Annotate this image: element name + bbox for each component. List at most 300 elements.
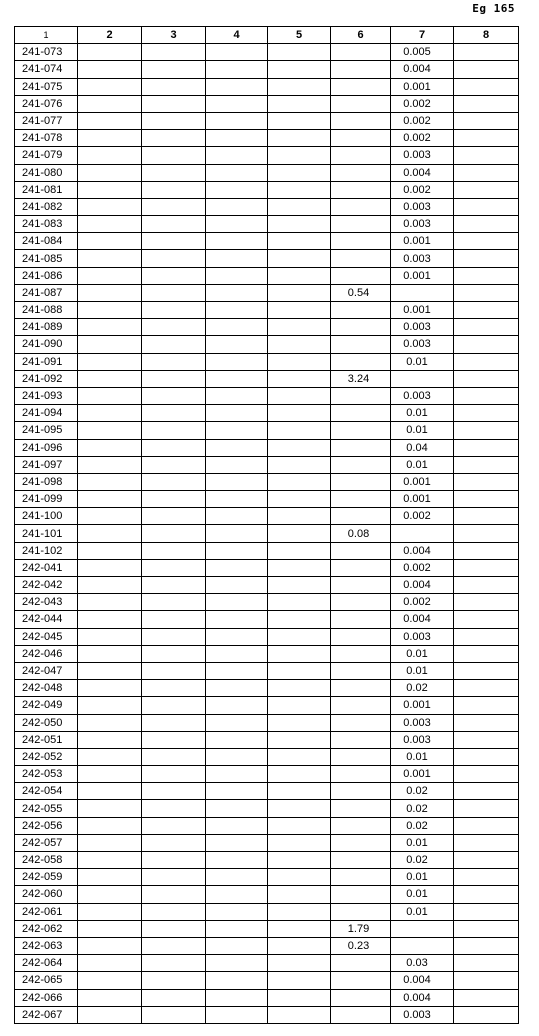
sample-id-cell: 242-060	[15, 886, 78, 903]
col3-cell	[142, 456, 206, 473]
col2-cell	[78, 181, 142, 198]
sample-id-cell: 241-084	[15, 233, 78, 250]
col5-cell	[268, 44, 331, 61]
col3-cell	[142, 387, 206, 404]
col5-cell	[268, 800, 331, 817]
table-row	[15, 336, 519, 353]
col8-cell	[454, 422, 519, 439]
table-row	[15, 577, 519, 594]
col2-cell	[78, 319, 142, 336]
table-row	[15, 130, 519, 147]
sample-id-cell: 241-098	[15, 473, 78, 490]
col8-cell	[454, 491, 519, 508]
col6-value-cell	[331, 594, 391, 611]
col6-value-cell	[331, 989, 391, 1006]
col2-cell	[78, 697, 142, 714]
col7-value-cell: 0.01	[391, 662, 454, 679]
col7-value-cell: 0.001	[391, 473, 454, 490]
sample-id-cell: 241-085	[15, 250, 78, 267]
column-header-3: 3	[142, 27, 206, 44]
col4-cell	[206, 250, 268, 267]
col8-cell	[454, 233, 519, 250]
table-row	[15, 869, 519, 886]
col6-value-cell	[331, 680, 391, 697]
col7-value-cell: 0.02	[391, 783, 454, 800]
col4-cell	[206, 937, 268, 954]
table-row	[15, 903, 519, 920]
col5-cell	[268, 164, 331, 181]
col3-cell	[142, 473, 206, 490]
col3-cell	[142, 302, 206, 319]
col2-cell	[78, 852, 142, 869]
col6-value-cell	[331, 216, 391, 233]
sample-id-cell: 242-056	[15, 817, 78, 834]
col2-cell	[78, 353, 142, 370]
col5-cell	[268, 508, 331, 525]
col8-cell	[454, 783, 519, 800]
col2-cell	[78, 748, 142, 765]
table-row	[15, 766, 519, 783]
col3-cell	[142, 886, 206, 903]
col5-cell	[268, 989, 331, 1006]
col3-cell	[142, 336, 206, 353]
col7-value-cell: 0.02	[391, 800, 454, 817]
col4-cell	[206, 834, 268, 851]
col4-cell	[206, 353, 268, 370]
col3-cell	[142, 645, 206, 662]
col4-cell	[206, 112, 268, 129]
col8-cell	[454, 594, 519, 611]
col8-cell	[454, 869, 519, 886]
col8-cell	[454, 387, 519, 404]
table-row	[15, 628, 519, 645]
col2-cell	[78, 594, 142, 611]
col5-cell	[268, 1006, 331, 1023]
sample-id-cell: 241-078	[15, 130, 78, 147]
col2-cell	[78, 508, 142, 525]
sample-id-cell: 242-043	[15, 594, 78, 611]
col7-value-cell: 0.002	[391, 559, 454, 576]
col3-cell	[142, 284, 206, 301]
data-table	[14, 26, 519, 1024]
col2-cell	[78, 387, 142, 404]
col6-value-cell	[331, 147, 391, 164]
col3-cell	[142, 680, 206, 697]
col2-cell	[78, 766, 142, 783]
table-row	[15, 181, 519, 198]
col2-cell	[78, 422, 142, 439]
col7-value-cell: 0.002	[391, 112, 454, 129]
sample-id-cell: 241-090	[15, 336, 78, 353]
col2-cell	[78, 680, 142, 697]
col5-cell	[268, 662, 331, 679]
col5-cell	[268, 714, 331, 731]
col3-cell	[142, 662, 206, 679]
col4-cell	[206, 766, 268, 783]
col2-cell	[78, 542, 142, 559]
table-row	[15, 972, 519, 989]
col2-cell	[78, 284, 142, 301]
col2-cell	[78, 95, 142, 112]
col5-cell	[268, 319, 331, 336]
col2-cell	[78, 267, 142, 284]
col2-cell	[78, 869, 142, 886]
col4-cell	[206, 164, 268, 181]
col4-cell	[206, 697, 268, 714]
col6-value-cell	[331, 886, 391, 903]
col8-cell	[454, 302, 519, 319]
table-row	[15, 697, 519, 714]
col4-cell	[206, 748, 268, 765]
col3-cell	[142, 594, 206, 611]
table-row	[15, 955, 519, 972]
col4-cell	[206, 387, 268, 404]
col3-cell	[142, 353, 206, 370]
sample-id-cell: 242-055	[15, 800, 78, 817]
col3-cell	[142, 628, 206, 645]
col2-cell	[78, 920, 142, 937]
col8-cell	[454, 44, 519, 61]
col2-cell	[78, 78, 142, 95]
col5-cell	[268, 766, 331, 783]
sample-id-cell: 241-099	[15, 491, 78, 508]
col8-cell	[454, 714, 519, 731]
col4-cell	[206, 61, 268, 78]
sample-id-cell: 242-065	[15, 972, 78, 989]
sample-id-cell: 241-096	[15, 439, 78, 456]
table-row	[15, 198, 519, 215]
col6-value-cell	[331, 78, 391, 95]
table-row	[15, 216, 519, 233]
sample-id-cell: 242-062	[15, 920, 78, 937]
col7-value-cell: 0.004	[391, 577, 454, 594]
col5-cell	[268, 250, 331, 267]
col6-value-cell	[331, 1006, 391, 1023]
col4-cell	[206, 714, 268, 731]
col7-value-cell: 0.005	[391, 44, 454, 61]
table-row	[15, 233, 519, 250]
col8-cell	[454, 972, 519, 989]
col8-cell	[454, 662, 519, 679]
col7-value-cell: 0.003	[391, 387, 454, 404]
sample-id-cell: 241-077	[15, 112, 78, 129]
col4-cell	[206, 662, 268, 679]
col4-cell	[206, 525, 268, 542]
col8-cell	[454, 645, 519, 662]
col6-value-cell	[331, 233, 391, 250]
col5-cell	[268, 817, 331, 834]
col5-cell	[268, 577, 331, 594]
col7-value-cell: 0.01	[391, 353, 454, 370]
col8-cell	[454, 628, 519, 645]
col2-cell	[78, 577, 142, 594]
sample-id-cell: 241-093	[15, 387, 78, 404]
col6-value-cell	[331, 903, 391, 920]
col8-cell	[454, 61, 519, 78]
col8-cell	[454, 559, 519, 576]
col4-cell	[206, 302, 268, 319]
col3-cell	[142, 542, 206, 559]
col4-cell	[206, 680, 268, 697]
col6-value-cell	[331, 542, 391, 559]
table-row	[15, 370, 519, 387]
col5-cell	[268, 955, 331, 972]
col4-cell	[206, 1006, 268, 1023]
table-row	[15, 645, 519, 662]
col8-cell	[454, 95, 519, 112]
table-row	[15, 61, 519, 78]
col3-cell	[142, 198, 206, 215]
col5-cell	[268, 95, 331, 112]
col7-value-cell: 0.003	[391, 731, 454, 748]
sample-id-cell: 242-052	[15, 748, 78, 765]
col8-cell	[454, 577, 519, 594]
table-row	[15, 886, 519, 903]
col7-value-cell: 0.04	[391, 439, 454, 456]
col2-cell	[78, 439, 142, 456]
col3-cell	[142, 903, 206, 920]
col6-value-cell	[331, 164, 391, 181]
col4-cell	[206, 284, 268, 301]
col7-value-cell: 0.01	[391, 422, 454, 439]
col4-cell	[206, 731, 268, 748]
col6-value-cell: 0.54	[331, 284, 391, 301]
col6-value-cell	[331, 61, 391, 78]
col5-cell	[268, 748, 331, 765]
col2-cell	[78, 130, 142, 147]
sample-id-cell: 241-082	[15, 198, 78, 215]
col6-value-cell	[331, 387, 391, 404]
col7-value-cell: 0.004	[391, 989, 454, 1006]
col6-value-cell: 0.08	[331, 525, 391, 542]
col8-cell	[454, 817, 519, 834]
table-row	[15, 662, 519, 679]
col8-cell	[454, 611, 519, 628]
col3-cell	[142, 748, 206, 765]
col4-cell	[206, 233, 268, 250]
col3-cell	[142, 525, 206, 542]
sample-id-cell: 241-075	[15, 78, 78, 95]
col6-value-cell	[331, 353, 391, 370]
col4-cell	[206, 439, 268, 456]
sample-id-cell: 242-042	[15, 577, 78, 594]
col2-cell	[78, 336, 142, 353]
col5-cell	[268, 302, 331, 319]
sample-id-cell: 241-074	[15, 61, 78, 78]
column-header-8: 8	[454, 27, 519, 44]
col5-cell	[268, 336, 331, 353]
col5-cell	[268, 370, 331, 387]
col6-value-cell	[331, 456, 391, 473]
col2-cell	[78, 662, 142, 679]
col8-cell	[454, 130, 519, 147]
col2-cell	[78, 731, 142, 748]
col6-value-cell	[331, 731, 391, 748]
col6-value-cell	[331, 181, 391, 198]
col2-cell	[78, 491, 142, 508]
col8-cell	[454, 319, 519, 336]
col5-cell	[268, 267, 331, 284]
col8-cell	[454, 353, 519, 370]
col7-value-cell: 0.01	[391, 748, 454, 765]
sample-id-cell: 242-049	[15, 697, 78, 714]
col6-value-cell	[331, 852, 391, 869]
sample-id-cell: 241-095	[15, 422, 78, 439]
col3-cell	[142, 852, 206, 869]
sample-id-cell: 242-066	[15, 989, 78, 1006]
col2-cell	[78, 955, 142, 972]
col3-cell	[142, 439, 206, 456]
col3-cell	[142, 972, 206, 989]
col6-value-cell: 3.24	[331, 370, 391, 387]
table-row	[15, 112, 519, 129]
col2-cell	[78, 611, 142, 628]
col2-cell	[78, 233, 142, 250]
table-row	[15, 817, 519, 834]
sample-id-cell: 242-050	[15, 714, 78, 731]
col5-cell	[268, 473, 331, 490]
col4-cell	[206, 783, 268, 800]
sample-id-cell: 242-061	[15, 903, 78, 920]
col8-cell	[454, 267, 519, 284]
col6-value-cell	[331, 645, 391, 662]
sample-id-cell: 241-101	[15, 525, 78, 542]
col8-cell	[454, 405, 519, 422]
table-row	[15, 147, 519, 164]
col4-cell	[206, 800, 268, 817]
col6-value-cell	[331, 302, 391, 319]
col7-value-cell: 0.001	[391, 697, 454, 714]
table-row	[15, 78, 519, 95]
col8-cell	[454, 198, 519, 215]
col2-cell	[78, 937, 142, 954]
col3-cell	[142, 267, 206, 284]
col8-cell	[454, 284, 519, 301]
table-row	[15, 387, 519, 404]
sample-id-cell: 242-048	[15, 680, 78, 697]
col4-cell	[206, 422, 268, 439]
sample-id-cell: 242-057	[15, 834, 78, 851]
table-row	[15, 680, 519, 697]
sample-id-cell: 241-097	[15, 456, 78, 473]
col2-cell	[78, 198, 142, 215]
col3-cell	[142, 112, 206, 129]
col4-cell	[206, 989, 268, 1006]
col4-cell	[206, 852, 268, 869]
col7-value-cell: 0.001	[391, 78, 454, 95]
col3-cell	[142, 989, 206, 1006]
sample-id-cell: 242-045	[15, 628, 78, 645]
col8-cell	[454, 852, 519, 869]
col8-cell	[454, 834, 519, 851]
col4-cell	[206, 216, 268, 233]
col5-cell	[268, 628, 331, 645]
col7-value-cell	[391, 937, 454, 954]
col3-cell	[142, 130, 206, 147]
col4-cell	[206, 491, 268, 508]
col3-cell	[142, 250, 206, 267]
col2-cell	[78, 456, 142, 473]
table-row	[15, 250, 519, 267]
col3-cell	[142, 714, 206, 731]
col3-cell	[142, 44, 206, 61]
col5-cell	[268, 284, 331, 301]
col5-cell	[268, 783, 331, 800]
col6-value-cell	[331, 577, 391, 594]
col4-cell	[206, 198, 268, 215]
table-row	[15, 491, 519, 508]
sample-id-cell: 241-089	[15, 319, 78, 336]
col5-cell	[268, 147, 331, 164]
sample-id-cell: 242-067	[15, 1006, 78, 1023]
col2-cell	[78, 817, 142, 834]
table-row	[15, 920, 519, 937]
sample-id-cell: 242-044	[15, 611, 78, 628]
col5-cell	[268, 353, 331, 370]
col6-value-cell	[331, 748, 391, 765]
table-row	[15, 937, 519, 954]
col8-cell	[454, 181, 519, 198]
col8-cell	[454, 78, 519, 95]
col5-cell	[268, 439, 331, 456]
col5-cell	[268, 78, 331, 95]
table-body	[15, 44, 519, 1024]
table-row	[15, 353, 519, 370]
col6-value-cell	[331, 319, 391, 336]
col3-cell	[142, 869, 206, 886]
col2-cell	[78, 989, 142, 1006]
table-row	[15, 473, 519, 490]
sample-id-cell: 241-081	[15, 181, 78, 198]
table-row	[15, 405, 519, 422]
col8-cell	[454, 542, 519, 559]
col6-value-cell	[331, 198, 391, 215]
col4-cell	[206, 903, 268, 920]
col8-cell	[454, 439, 519, 456]
col2-cell	[78, 405, 142, 422]
col7-value-cell: 0.002	[391, 130, 454, 147]
col5-cell	[268, 731, 331, 748]
col4-cell	[206, 147, 268, 164]
table-row	[15, 319, 519, 336]
col7-value-cell: 0.002	[391, 508, 454, 525]
col6-value-cell	[331, 559, 391, 576]
sample-id-cell: 241-092	[15, 370, 78, 387]
col8-cell	[454, 920, 519, 937]
col7-value-cell: 0.004	[391, 611, 454, 628]
col5-cell	[268, 972, 331, 989]
column-header-5: 5	[268, 27, 331, 44]
col4-cell	[206, 817, 268, 834]
col5-cell	[268, 422, 331, 439]
col3-cell	[142, 61, 206, 78]
col7-value-cell: 0.004	[391, 972, 454, 989]
col2-cell	[78, 525, 142, 542]
col6-value-cell	[331, 714, 391, 731]
col7-value-cell: 0.02	[391, 680, 454, 697]
table-row	[15, 783, 519, 800]
table-row	[15, 1006, 519, 1023]
col4-cell	[206, 955, 268, 972]
table-row	[15, 44, 519, 61]
col7-value-cell	[391, 920, 454, 937]
col4-cell	[206, 267, 268, 284]
col5-cell	[268, 697, 331, 714]
header-row	[15, 27, 519, 44]
col3-cell	[142, 834, 206, 851]
col8-cell	[454, 748, 519, 765]
col5-cell	[268, 233, 331, 250]
